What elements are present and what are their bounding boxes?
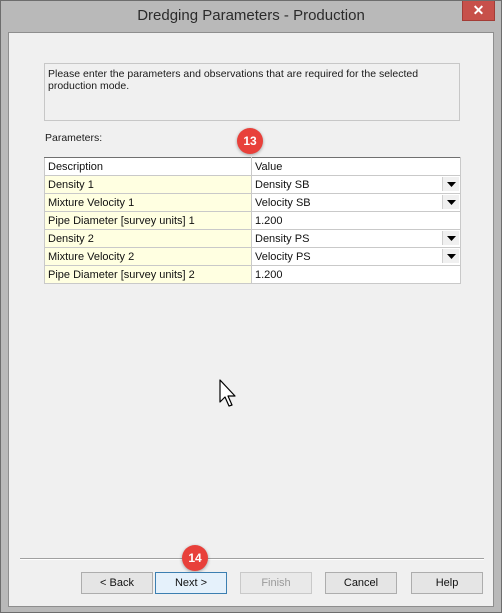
dialog-body (8, 32, 494, 607)
parameter-value-combobox[interactable] (252, 176, 461, 194)
cancel-button[interactable]: Cancel (325, 572, 397, 594)
step-marker-13: 13 (237, 128, 263, 154)
dropdown-arrow-icon[interactable] (442, 231, 459, 245)
parameter-description-cell: Density 2 (45, 230, 252, 248)
dropdown-arrow-icon[interactable] (442, 249, 459, 263)
dropdown-arrow-icon[interactable] (442, 177, 459, 191)
finish-button[interactable]: Finish (240, 572, 312, 594)
parameter-value-text: Velocity SB (255, 196, 311, 209)
title-bar[interactable] (1, 1, 501, 32)
instructions-text: Please enter the parameters and observations that are required for the selected production mode. (44, 63, 460, 121)
parameter-row[interactable] (45, 248, 461, 266)
parameter-row[interactable] (45, 212, 461, 230)
window-title: Dredging Parameters - Production (137, 7, 365, 24)
parameter-description-cell: Density 1 (45, 176, 252, 194)
close-button[interactable] (462, 1, 495, 21)
dropdown-arrow-icon[interactable] (442, 195, 459, 209)
footer-separator (20, 558, 484, 560)
next-button[interactable]: Next > (155, 572, 227, 594)
parameter-value-field[interactable] (252, 212, 461, 230)
parameter-description-cell: Mixture Velocity 1 (45, 194, 252, 212)
parameter-description-cell: Pipe Diameter [survey units] 1 (45, 212, 252, 230)
parameter-value-text: 1.200 (255, 214, 283, 227)
parameter-value-combobox[interactable] (252, 194, 461, 212)
parameter-value-field[interactable] (252, 266, 461, 284)
parameter-value-text: Velocity PS (255, 250, 311, 263)
step-marker-14: 14 (182, 545, 208, 571)
back-button[interactable]: < Back (81, 572, 153, 594)
parameter-value-combobox[interactable] (252, 248, 461, 266)
close-icon: ✕ (472, 2, 485, 18)
mouse-pointer-icon (219, 379, 239, 409)
parameter-row[interactable] (45, 266, 461, 284)
parameter-row[interactable] (45, 194, 461, 212)
parameter-description-cell: Pipe Diameter [survey units] 2 (45, 266, 252, 284)
parameters-label: Parameters: (45, 132, 103, 144)
value-column-header[interactable]: Value (252, 158, 461, 176)
parameters-grid (44, 157, 461, 284)
parameter-row[interactable] (45, 230, 461, 248)
parameter-row[interactable] (45, 176, 461, 194)
parameter-value-combobox[interactable] (252, 230, 461, 248)
help-button[interactable]: Help (411, 572, 483, 594)
parameter-value-text: 1.200 (255, 268, 283, 281)
grid-header-row (45, 158, 461, 176)
parameter-value-text: Density SB (255, 178, 310, 191)
parameter-value-text: Density PS (255, 232, 310, 245)
parameter-description-cell: Mixture Velocity 2 (45, 248, 252, 266)
description-column-header[interactable]: Description (45, 158, 252, 176)
